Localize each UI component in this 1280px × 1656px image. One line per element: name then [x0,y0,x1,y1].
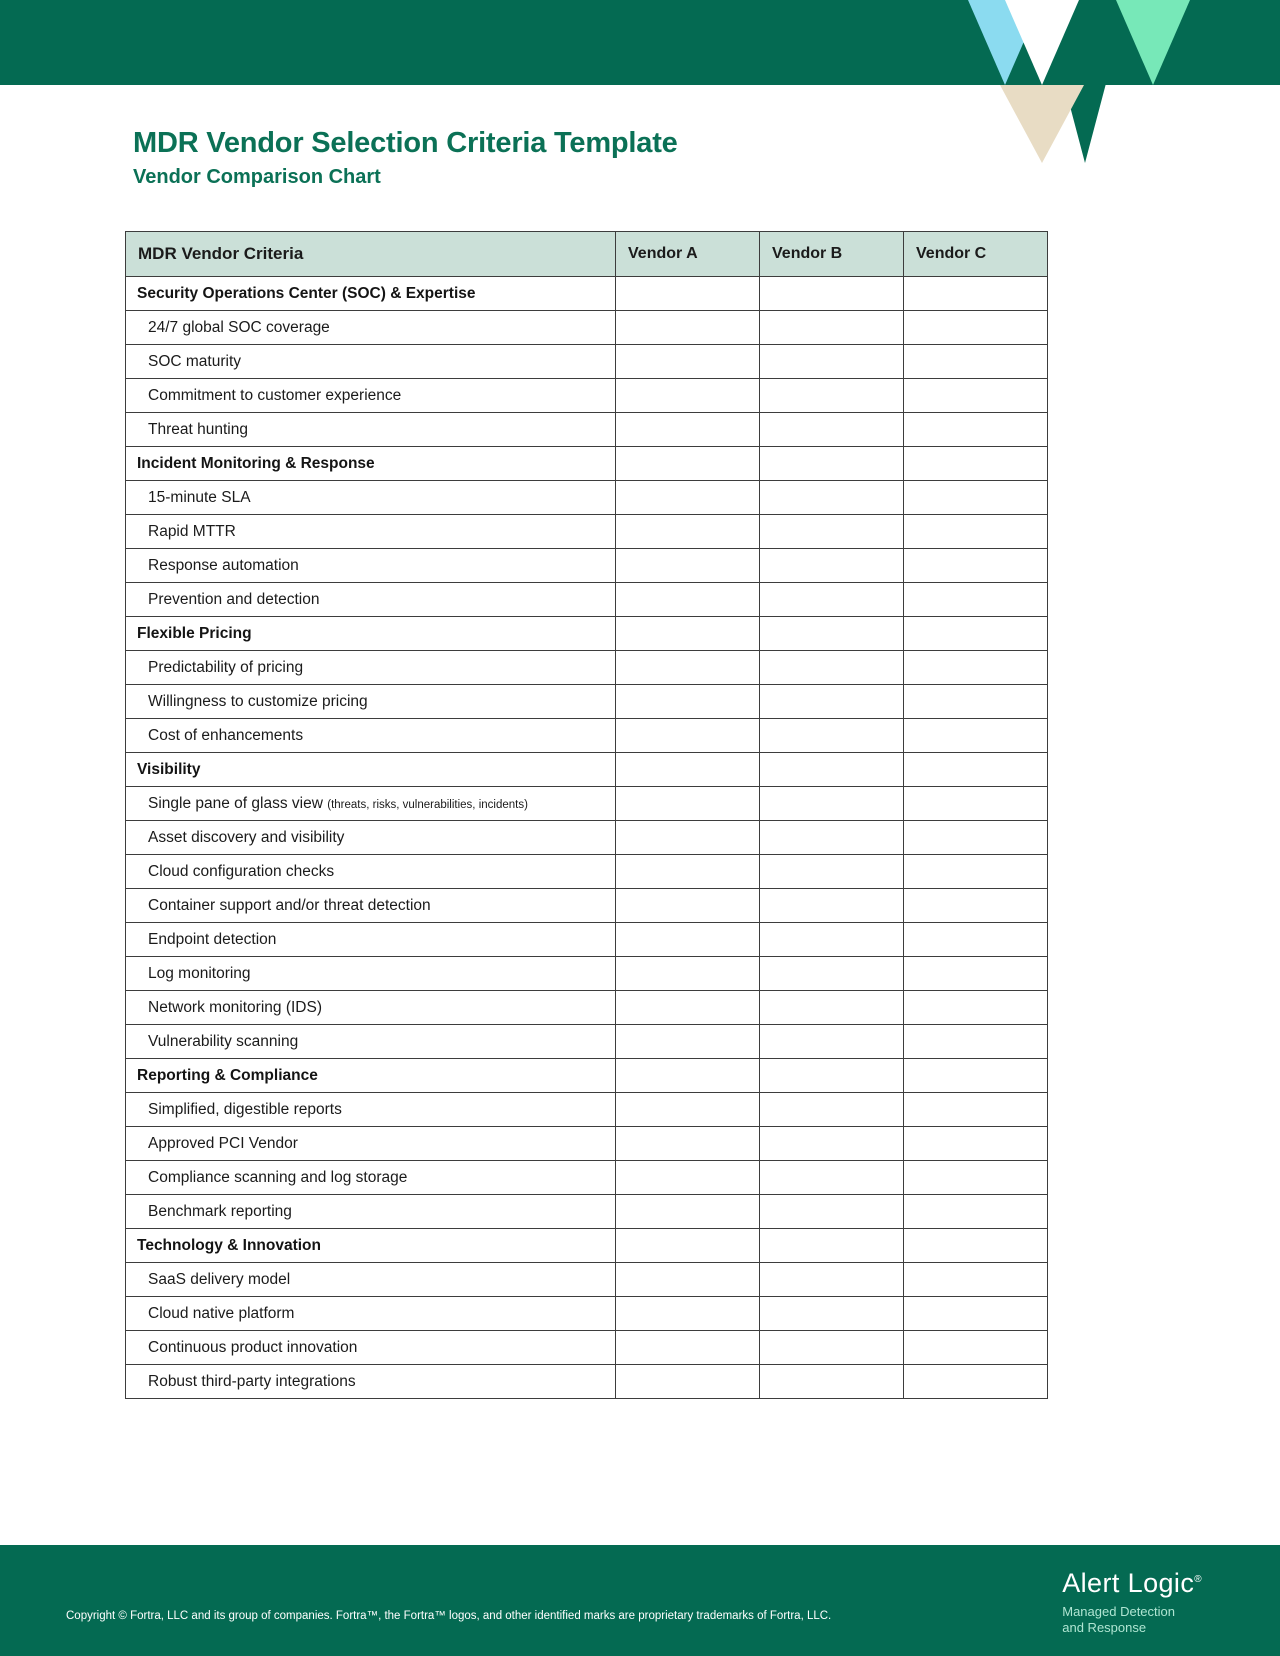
vendor-b-cell[interactable] [760,617,904,651]
criteria-cell [126,1297,616,1331]
table-row [126,685,1048,719]
registered-trademark-icon: ® [1194,1574,1202,1585]
vendor-a-cell[interactable] [616,957,760,991]
column-header-vendor-a-label: Vendor A [628,245,698,262]
vendor-a-cell[interactable] [616,1331,760,1365]
criteria-label: Robust third-party integrations [148,1372,356,1390]
table-row [126,787,1048,821]
vendor-b-cell[interactable] [760,1263,904,1297]
criteria-cell [126,889,616,923]
table-row [126,583,1048,617]
criteria-label: Threat hunting [148,420,248,438]
vendor-a-cell[interactable] [616,1195,760,1229]
criteria-cell [126,923,616,957]
logo-wordmark [1062,1570,1202,1597]
criteria-cell [126,447,616,481]
vendor-b-cell[interactable] [760,447,904,481]
vendor-b-cell[interactable] [760,991,904,1025]
vendor-b-cell[interactable] [760,1195,904,1229]
criteria-cell [126,957,616,991]
vendor-b-cell[interactable] [760,549,904,583]
vendor-b-cell[interactable] [760,413,904,447]
column-header-criteria-label: MDR Vendor Criteria [138,244,304,263]
table-row [126,991,1048,1025]
table-row [126,1365,1048,1399]
vendor-b-cell[interactable] [760,1331,904,1365]
vendor-c-cell[interactable] [904,413,1048,447]
vendor-b-cell[interactable] [760,1365,904,1399]
title-block [133,127,678,189]
table-category-row [126,617,1048,651]
vendor-c-cell[interactable] [904,923,1048,957]
table-row [126,379,1048,413]
criteria-cell [126,379,616,413]
vendor-b-cell[interactable] [760,1093,904,1127]
table-row [126,1127,1048,1161]
table-header-row [126,232,1048,277]
table-row [126,515,1048,549]
vendor-a-cell[interactable] [616,277,760,311]
vendor-a-cell[interactable] [616,311,760,345]
vendor-b-cell[interactable] [760,923,904,957]
vendor-a-cell[interactable] [616,651,760,685]
criteria-cell [126,1195,616,1229]
vendor-a-cell[interactable] [616,1025,760,1059]
vendor-c-cell[interactable] [904,345,1048,379]
criteria-label: Prevention and detection [148,590,320,608]
table-row [126,1263,1048,1297]
vendor-a-cell[interactable] [616,549,760,583]
logo-tagline-line-1: Managed Detection [1062,1604,1175,1619]
vendor-a-cell[interactable] [616,583,760,617]
vendor-a-cell[interactable] [616,855,760,889]
table-category-row [126,277,1048,311]
vendor-c-cell[interactable] [904,1331,1048,1365]
vendor-a-cell[interactable] [616,889,760,923]
table-category-row [126,1229,1048,1263]
criteria-label: Approved PCI Vendor [148,1134,298,1152]
vendor-b-cell[interactable] [760,311,904,345]
criteria-label: Vulnerability scanning [148,1032,299,1050]
table-row [126,311,1048,345]
vendor-a-cell[interactable] [616,1229,760,1263]
vendor-b-cell[interactable] [760,345,904,379]
vendor-b-cell[interactable] [760,1127,904,1161]
vendor-a-cell[interactable] [616,413,760,447]
criteria-label: Response automation [148,556,299,574]
vendor-b-cell[interactable] [760,753,904,787]
criteria-label: Commitment to customer experience [148,386,402,404]
table-row [126,855,1048,889]
table-row [126,1025,1048,1059]
table-category-row [126,1059,1048,1093]
vendor-c-cell[interactable] [904,1127,1048,1161]
criteria-cell [126,821,616,855]
vendor-b-cell[interactable] [760,1025,904,1059]
logo-tagline [1062,1604,1202,1637]
vendor-a-cell[interactable] [616,1059,760,1093]
vendor-c-cell[interactable] [904,617,1048,651]
criteria-cell [126,1161,616,1195]
criteria-label: Continuous product innovation [148,1338,358,1356]
logo-wordmark-text: Alert Logic [1062,1568,1195,1598]
category-label: Security Operations Center (SOC) & Expertise [137,284,476,302]
vendor-c-cell[interactable] [904,719,1048,753]
table-row [126,481,1048,515]
table-body [126,277,1048,1399]
criteria-cell [126,855,616,889]
vendor-c-cell[interactable] [904,1195,1048,1229]
vendor-a-cell[interactable] [616,1365,760,1399]
criteria-cell [126,1127,616,1161]
vendor-b-cell[interactable] [760,651,904,685]
vendor-c-cell[interactable] [904,1263,1048,1297]
vendor-b-cell[interactable] [760,1297,904,1331]
banner-triangle-tan [1000,85,1084,163]
criteria-label [126,795,615,813]
criteria-label: Asset discovery and visibility [148,828,345,846]
vendor-a-cell[interactable] [616,685,760,719]
criteria-cell [126,277,616,311]
copyright-text: Copyright © Fortra, LLC and its group of companies. Fortra™, the Fortra™ logos, and other identified marks are proprietary trademarks of Fortra, LLC. [66,1610,832,1622]
criteria-label: SaaS delivery model [148,1270,291,1288]
vendor-a-cell[interactable] [616,787,760,821]
vendor-c-cell[interactable] [904,855,1048,889]
column-header-vendor-c-label: Vendor C [916,245,987,262]
column-header-vendor-b [760,232,904,277]
criteria-cell [126,991,616,1025]
category-label: Reporting & Compliance [137,1066,318,1084]
table-row [126,1195,1048,1229]
vendor-a-cell[interactable] [616,1127,760,1161]
criteria-label: Rapid MTTR [148,522,236,540]
vendor-a-cell[interactable] [616,821,760,855]
vendor-a-cell[interactable] [616,379,760,413]
page-footer [0,1545,1280,1656]
criteria-label: Predictability of pricing [148,658,304,676]
category-label: Technology & Innovation [137,1236,321,1254]
criteria-label: Willingness to customize pricing [148,692,368,710]
criteria-cell [126,685,616,719]
criteria-cell [126,549,616,583]
table-row [126,651,1048,685]
vendor-c-cell[interactable] [904,753,1048,787]
criteria-cell [126,311,616,345]
criteria-cell [126,481,616,515]
criteria-cell [126,413,616,447]
vendor-a-cell[interactable] [616,1093,760,1127]
vendor-c-cell[interactable] [904,1365,1048,1399]
criteria-cell [126,787,616,821]
page-title: MDR Vendor Selection Criteria Template [133,127,678,159]
vendor-c-cell[interactable] [904,991,1048,1025]
vendor-c-cell[interactable] [904,1297,1048,1331]
category-label: Incident Monitoring & Response [137,454,375,472]
criteria-cell [126,1331,616,1365]
vendor-a-cell[interactable] [616,515,760,549]
table-row [126,1331,1048,1365]
alert-logic-logo [1062,1570,1202,1637]
table-row [126,1161,1048,1195]
criteria-label: Container support and/or threat detection [148,896,431,914]
vendor-b-cell[interactable] [760,719,904,753]
criteria-label: SOC maturity [148,352,242,370]
criteria-cell [126,515,616,549]
criteria-cell [126,1093,616,1127]
vendor-b-cell[interactable] [760,379,904,413]
criteria-label: Cloud configuration checks [148,862,335,880]
vendor-b-cell[interactable] [760,787,904,821]
category-label: Visibility [137,760,201,778]
vendor-b-cell[interactable] [760,821,904,855]
vendor-a-cell[interactable] [616,617,760,651]
vendor-a-cell[interactable] [616,923,760,957]
vendor-c-cell[interactable] [904,685,1048,719]
vendor-b-cell[interactable] [760,1229,904,1263]
table-row [126,957,1048,991]
criteria-label: Endpoint detection [148,930,277,948]
table-row [126,1093,1048,1127]
criteria-label: 15-minute SLA [148,488,251,506]
vendor-b-cell[interactable] [760,957,904,991]
table-row [126,413,1048,447]
vendor-b-cell[interactable] [760,277,904,311]
vendor-c-cell[interactable] [904,1093,1048,1127]
vendor-c-cell[interactable] [904,583,1048,617]
criteria-cell [126,719,616,753]
vendor-c-cell[interactable] [904,821,1048,855]
criteria-label: Network monitoring (IDS) [148,998,322,1016]
banner-triangle-mint [1116,0,1190,85]
vendor-c-cell[interactable] [904,1059,1048,1093]
vendor-b-cell[interactable] [760,1161,904,1195]
column-header-vendor-a [616,232,760,277]
criteria-label: Single pane of glass view [148,794,323,812]
criteria-label: Simplified, digestible reports [148,1100,342,1118]
vendor-b-cell[interactable] [760,889,904,923]
vendor-a-cell[interactable] [616,447,760,481]
table-row [126,923,1048,957]
vendor-c-cell[interactable] [904,481,1048,515]
criteria-cell [126,617,616,651]
criteria-label: Cost of enhancements [148,726,304,744]
vendor-c-cell[interactable] [904,311,1048,345]
table-row [126,549,1048,583]
table-row [126,821,1048,855]
vendor-a-cell[interactable] [616,753,760,787]
vendor-c-cell[interactable] [904,651,1048,685]
vendor-c-cell[interactable] [904,889,1048,923]
column-header-criteria [126,232,616,277]
table-row [126,719,1048,753]
vendor-b-cell[interactable] [760,1059,904,1093]
criteria-note: (threats, risks, vulnerabilities, incidents) [327,798,528,811]
criteria-label: Compliance scanning and log storage [148,1168,408,1186]
criteria-label: Log monitoring [148,964,251,982]
table-header [126,232,1048,277]
vendor-a-cell[interactable] [616,991,760,1025]
criteria-label: 24/7 global SOC coverage [148,318,330,336]
criteria-cell [126,1229,616,1263]
banner-triangle-white-notch [1005,0,1079,85]
vendor-b-cell[interactable] [760,481,904,515]
criteria-label: Benchmark reporting [148,1202,292,1220]
criteria-cell [126,1365,616,1399]
vendor-c-cell[interactable] [904,277,1048,311]
criteria-cell [126,345,616,379]
vendor-c-cell[interactable] [904,1229,1048,1263]
page-subtitle: Vendor Comparison Chart [133,166,381,189]
vendor-c-cell[interactable] [904,787,1048,821]
vendor-a-cell[interactable] [616,481,760,515]
logo-tagline-line-2: and Response [1062,1620,1147,1636]
vendor-a-cell[interactable] [616,1161,760,1195]
table-category-row [126,447,1048,481]
vendor-c-cell[interactable] [904,1025,1048,1059]
vendor-comparison-table [125,231,1048,1399]
vendor-c-cell[interactable] [904,447,1048,481]
vendor-c-cell[interactable] [904,379,1048,413]
table-row [126,1297,1048,1331]
category-label: Flexible Pricing [137,624,252,642]
table-row [126,889,1048,923]
vendor-c-cell[interactable] [904,957,1048,991]
criteria-cell [126,651,616,685]
vendor-comparison-table-wrapper [125,231,1047,1399]
criteria-cell [126,753,616,787]
criteria-cell [126,583,616,617]
vendor-b-cell[interactable] [760,583,904,617]
vendor-b-cell[interactable] [760,515,904,549]
criteria-cell [126,1025,616,1059]
table-row [126,345,1048,379]
vendor-a-cell[interactable] [616,345,760,379]
column-header-vendor-b-label: Vendor B [772,245,843,262]
vendor-b-cell[interactable] [760,685,904,719]
criteria-cell [126,1263,616,1297]
criteria-cell [126,1059,616,1093]
vendor-b-cell[interactable] [760,855,904,889]
column-header-vendor-c [904,232,1048,277]
vendor-c-cell[interactable] [904,515,1048,549]
vendor-a-cell[interactable] [616,1297,760,1331]
criteria-label: Cloud native platform [148,1304,295,1322]
vendor-c-cell[interactable] [904,549,1048,583]
vendor-c-cell[interactable] [904,1161,1048,1195]
vendor-a-cell[interactable] [616,719,760,753]
vendor-a-cell[interactable] [616,1263,760,1297]
table-category-row [126,753,1048,787]
